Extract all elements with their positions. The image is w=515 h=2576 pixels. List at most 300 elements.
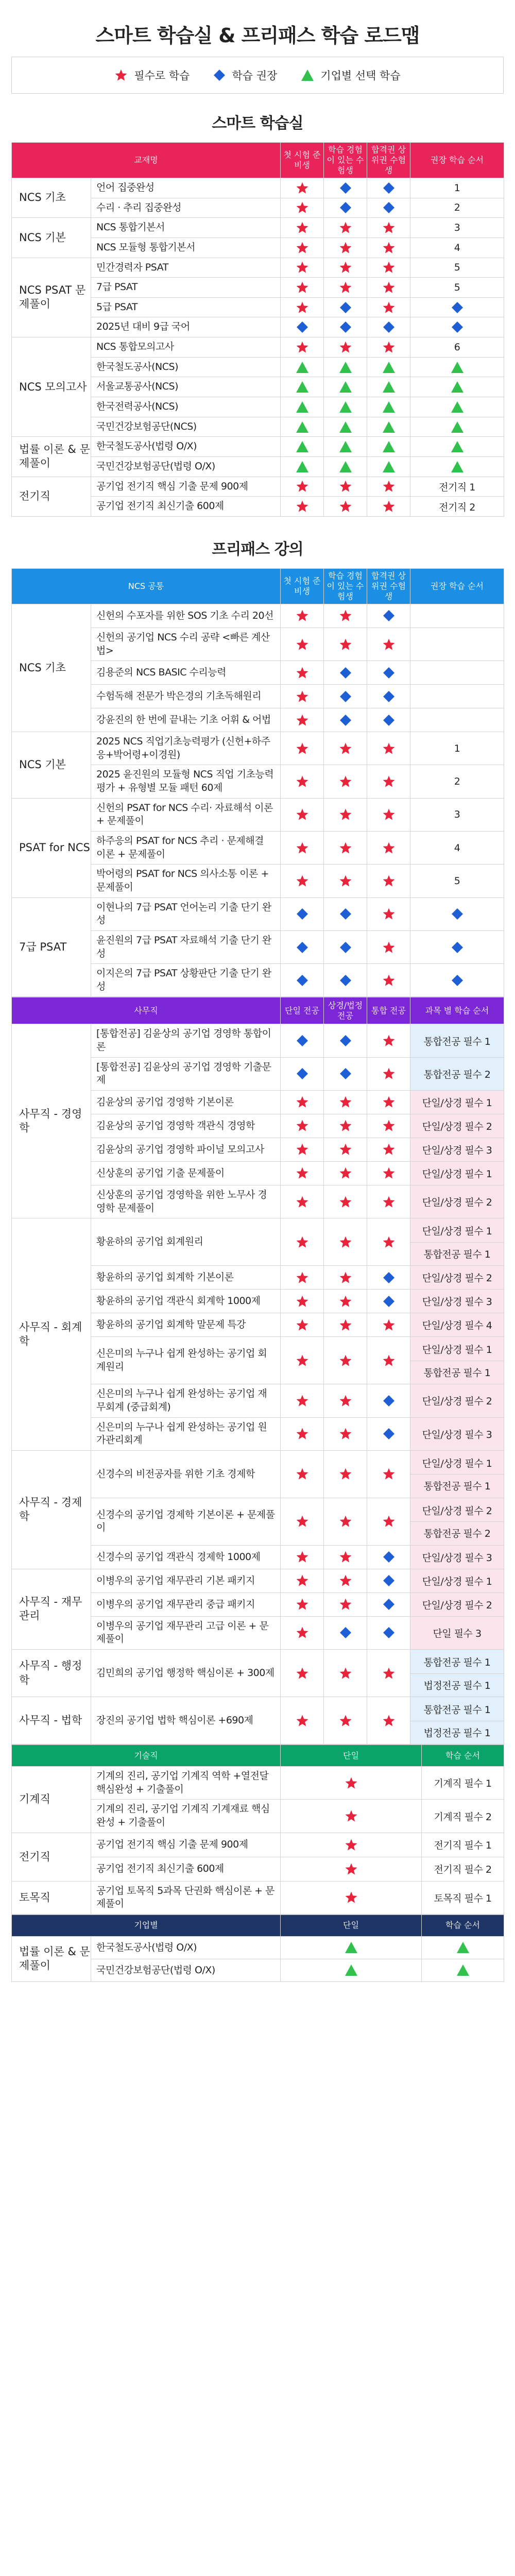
triangle-icon — [451, 440, 464, 453]
level-mark — [281, 1313, 324, 1337]
level-mark — [281, 1650, 324, 1697]
roadmap-table-red — [11, 142, 504, 517]
star-icon — [296, 690, 309, 703]
triangle-icon — [339, 381, 352, 393]
level-mark — [324, 238, 367, 258]
level-mark — [281, 238, 324, 258]
course-title: 기계의 진리, 공기업 기계직 기계재료 핵심완성 + 기출풀이 — [91, 1800, 281, 1833]
star-icon — [382, 500, 396, 513]
study-order — [410, 1650, 504, 1697]
level-mark — [367, 437, 410, 457]
level-mark — [367, 397, 410, 417]
diamond-icon — [451, 941, 464, 954]
study-order-text: 단일 필수 3 — [433, 1628, 482, 1639]
level-mark — [367, 1114, 410, 1138]
star-icon — [345, 1776, 358, 1790]
study-order-line: 통합전공 필수 1 — [410, 1361, 504, 1383]
level-mark — [324, 832, 367, 865]
level-mark — [367, 317, 410, 337]
level-mark — [324, 628, 367, 660]
triangle-icon — [456, 1941, 470, 1954]
row-group-label: NCS 기초 — [12, 604, 91, 732]
level-mark — [324, 1290, 367, 1313]
star-icon — [296, 1714, 309, 1727]
star-icon — [296, 341, 309, 354]
study-order — [410, 832, 504, 865]
level-mark — [281, 765, 324, 798]
row-group-label: 사무직 - 회계학 — [12, 1218, 91, 1451]
diamond-icon — [383, 201, 395, 214]
table-header — [12, 997, 504, 1024]
star-icon — [339, 775, 352, 788]
star-icon — [296, 666, 309, 680]
study-order — [410, 1313, 504, 1337]
level-mark — [367, 1450, 410, 1498]
level-mark — [367, 417, 410, 437]
star-icon — [296, 1626, 309, 1639]
triangle-icon — [382, 401, 396, 413]
course-title: 서울교통공사(NCS) — [91, 377, 281, 397]
course-title: 신은미의 누구나 쉽게 완성하는 공기업 원가관리회계 — [91, 1417, 281, 1450]
column-header: 학습 경험이 있는 수험생 — [324, 568, 367, 604]
star-icon — [345, 1838, 358, 1852]
star-icon — [339, 1467, 352, 1481]
diamond-icon — [296, 908, 308, 920]
level-mark — [367, 477, 410, 497]
study-order-text: 단일/상경 필수 2 — [422, 1599, 492, 1611]
triangle-icon — [382, 381, 396, 393]
level-mark — [324, 1114, 367, 1138]
diamond-icon — [451, 301, 464, 314]
star-icon — [339, 1271, 352, 1284]
study-order — [410, 456, 504, 477]
star-icon — [296, 1235, 309, 1249]
row-group-label: PSAT for NCS — [12, 798, 91, 897]
level-mark — [324, 456, 367, 477]
table-header-row — [12, 568, 504, 604]
star-icon — [382, 1467, 396, 1481]
level-mark — [367, 832, 410, 865]
level-mark — [281, 798, 324, 831]
star-icon — [382, 1143, 396, 1156]
table-row — [12, 1650, 504, 1697]
level-mark — [324, 1650, 367, 1697]
table-row — [12, 477, 504, 497]
study-order — [410, 897, 504, 930]
study-order-text: 기계직 필수 1 — [434, 1778, 492, 1790]
level-mark — [324, 1697, 367, 1744]
star-icon — [382, 808, 396, 821]
level-mark — [281, 397, 324, 417]
study-order — [422, 1857, 504, 1881]
level-mark — [324, 297, 367, 317]
star-icon — [382, 742, 396, 755]
star-icon — [339, 609, 352, 622]
star-icon — [296, 874, 309, 888]
level-mark — [324, 661, 367, 685]
course-title: 하주응의 PSAT for NCS 추리 · 문제해결 이론 + 문제풀이 — [91, 832, 281, 865]
star-icon — [296, 281, 309, 294]
course-title: 김민희의 공기업 행정학 핵심이론 + 300제 — [91, 1650, 281, 1697]
study-order — [410, 238, 504, 258]
study-order — [410, 685, 504, 708]
study-order — [410, 1417, 504, 1450]
study-order — [410, 1185, 504, 1218]
star-icon — [382, 1067, 396, 1080]
star-icon — [339, 281, 352, 294]
triangle-icon — [301, 69, 314, 81]
course-title: 황윤하의 공기업 회계학 말문제 특강 — [91, 1313, 281, 1337]
level-mark — [367, 1057, 410, 1090]
level-mark — [367, 708, 410, 732]
level-mark — [281, 1767, 422, 1800]
star-icon — [382, 1095, 396, 1109]
triangle-icon — [382, 361, 396, 374]
star-icon — [382, 241, 396, 255]
study-order — [410, 357, 504, 377]
star-icon — [339, 1515, 352, 1528]
level-mark — [281, 1881, 422, 1914]
column-header: 권장 학습 순서 — [410, 143, 504, 178]
table-row — [12, 897, 504, 930]
level-mark — [324, 437, 367, 457]
course-title: [통합전공] 김윤상의 공기업 경영학 통합이론 — [91, 1024, 281, 1057]
level-mark — [324, 930, 367, 963]
star-icon — [382, 281, 396, 294]
level-mark — [281, 732, 324, 765]
table-header — [12, 1914, 504, 1936]
level-mark — [324, 1218, 367, 1266]
table-row — [12, 604, 504, 628]
star-icon — [296, 1515, 309, 1528]
course-title: 5급 PSAT — [91, 297, 281, 317]
level-mark — [324, 317, 367, 337]
diamond-icon — [451, 974, 464, 987]
study-order — [410, 708, 504, 732]
level-mark — [324, 1384, 367, 1417]
star-icon — [339, 1394, 352, 1408]
study-order — [410, 317, 504, 337]
diamond-icon — [296, 1067, 308, 1080]
star-icon — [296, 638, 309, 651]
level-mark — [367, 865, 410, 897]
course-title: 기계의 진리, 공기업 기계직 역학 +열전달 핵심완성 + 기출풀이 — [91, 1767, 281, 1800]
row-group-label: 토목직 — [12, 1881, 91, 1914]
level-mark — [367, 337, 410, 358]
level-mark — [367, 685, 410, 708]
study-order — [410, 865, 504, 897]
course-title: 한국철도공사(법령 O/X) — [91, 1936, 281, 1959]
study-order-line: 통합전공 필수 1 — [423, 1657, 491, 1669]
level-mark — [367, 604, 410, 628]
star-icon — [382, 1034, 396, 1047]
study-order-text: 단일/상경 필수 1 — [422, 1097, 492, 1109]
study-order — [410, 477, 504, 497]
star-icon — [339, 1667, 352, 1680]
star-icon — [296, 742, 309, 755]
course-title: 황윤하의 공기업 회계원리 — [91, 1218, 281, 1266]
level-mark — [281, 1138, 324, 1161]
level-mark — [281, 1057, 324, 1090]
level-mark — [281, 1024, 324, 1057]
level-mark — [324, 218, 367, 238]
study-order-text: 5 — [454, 875, 460, 887]
row-group-label: 전기직 — [12, 1833, 91, 1881]
star-icon — [296, 181, 309, 195]
level-mark — [324, 1024, 367, 1057]
diamond-icon — [339, 974, 352, 987]
star-icon — [382, 261, 396, 274]
level-mark — [324, 1090, 367, 1114]
level-mark — [281, 708, 324, 732]
level-mark — [281, 377, 324, 397]
study-order-text: 전기직 2 — [439, 501, 475, 513]
study-order — [410, 1616, 504, 1649]
level-mark — [281, 278, 324, 298]
legend-required — [114, 67, 190, 83]
column-header: 첫 시험 준비생 — [281, 568, 324, 604]
table-row — [12, 732, 504, 765]
study-order — [410, 930, 504, 963]
study-order — [410, 397, 504, 417]
row-group-label: 사무직 - 재무관리 — [12, 1569, 91, 1649]
triangle-icon — [451, 381, 464, 393]
star-icon — [296, 221, 309, 234]
diamond-icon — [213, 69, 226, 81]
course-title: 김윤상의 공기업 경영학 기본이론 — [91, 1090, 281, 1114]
level-mark — [281, 1569, 324, 1592]
table-row — [12, 258, 504, 278]
study-order — [410, 337, 504, 358]
study-order-line: 단일/상경 필수 2 — [422, 1505, 492, 1517]
level-mark — [367, 1417, 410, 1450]
diamond-icon — [383, 1574, 395, 1587]
study-order — [410, 218, 504, 238]
study-order-text: 토목직 필수 1 — [434, 1892, 492, 1904]
study-order — [410, 1266, 504, 1290]
course-title: 신헌의 PSAT for NCS 수리· 자료해석 이론 + 문제풀이 — [91, 798, 281, 831]
level-mark — [281, 1450, 324, 1498]
star-icon — [296, 1467, 309, 1481]
course-title: 김윤상의 공기업 경영학 파이널 모의고사 — [91, 1138, 281, 1161]
table-row — [12, 337, 504, 358]
level-mark — [281, 897, 324, 930]
course-title: 한국철도공사(법령 O/X) — [91, 437, 281, 457]
study-order — [410, 1337, 504, 1384]
level-mark — [281, 178, 324, 198]
diamond-icon — [451, 908, 464, 920]
course-title: 공기업 전기직 최신기출 600제 — [91, 497, 281, 517]
table-row — [12, 1767, 504, 1800]
column-header: 통합 전공 — [367, 997, 410, 1024]
level-mark — [324, 1569, 367, 1592]
level-mark — [281, 1936, 422, 1959]
study-order-text: 전기직 1 — [439, 481, 475, 493]
study-order-line: 통합전공 필수 1 — [410, 1242, 504, 1265]
diamond-icon — [339, 1626, 352, 1639]
level-mark — [367, 218, 410, 238]
level-mark — [324, 1545, 367, 1569]
course-title: 황윤하의 공기업 객관식 회계학 1000제 — [91, 1290, 281, 1313]
table-body — [12, 178, 504, 517]
course-title: 국민건강보험공단(법령 O/X) — [91, 1959, 281, 1981]
star-icon — [296, 1598, 309, 1611]
level-mark — [281, 685, 324, 708]
column-header: 권장 학습 순서 — [410, 568, 504, 604]
study-order — [422, 1800, 504, 1833]
level-mark — [324, 1057, 367, 1090]
diamond-icon — [339, 908, 352, 920]
row-group-label: NCS 기본 — [12, 218, 91, 258]
level-mark — [324, 258, 367, 278]
star-icon — [296, 841, 309, 855]
column-header: 첫 시험 준비생 — [281, 143, 324, 178]
level-mark — [324, 685, 367, 708]
diamond-icon — [383, 1626, 395, 1639]
level-mark — [281, 337, 324, 358]
table-header-row — [12, 997, 504, 1024]
course-title: 신헌의 공기업 NCS 수리 공략 <빠른 계산법> — [91, 628, 281, 660]
star-icon — [296, 1574, 309, 1587]
column-header: 상경/법정 전공 — [324, 997, 367, 1024]
level-mark — [367, 1090, 410, 1114]
level-mark — [367, 964, 410, 997]
level-mark — [281, 477, 324, 497]
diamond-icon — [339, 182, 352, 194]
study-order-text: 단일/상경 필수 2 — [422, 1396, 492, 1408]
course-title: [통합전공] 김윤상의 공기업 경영학 기출문제 — [91, 1057, 281, 1090]
table-row — [12, 218, 504, 238]
triangle-icon — [339, 440, 352, 453]
star-icon — [382, 1119, 396, 1132]
level-mark — [367, 1218, 410, 1266]
study-order — [410, 1218, 504, 1266]
diamond-icon — [383, 714, 395, 726]
column-header: 기술직 — [12, 1745, 281, 1767]
study-order-text: 단일/상경 필수 2 — [422, 1273, 492, 1284]
row-group-label: 사무직 - 경제학 — [12, 1450, 91, 1569]
table-header-row — [12, 143, 504, 178]
diamond-icon — [383, 321, 395, 333]
triangle-icon — [296, 421, 309, 433]
course-title: 공기업 전기직 핵심 기출 문제 900제 — [91, 477, 281, 497]
level-mark — [281, 1800, 422, 1833]
level-mark — [281, 1616, 324, 1649]
triangle-icon — [382, 461, 396, 473]
triangle-icon — [451, 461, 464, 473]
study-order — [422, 1833, 504, 1857]
row-group-label: NCS 기초 — [12, 178, 91, 218]
column-header: 학습 순서 — [422, 1745, 504, 1767]
level-mark — [324, 964, 367, 997]
course-title: 박어령의 PSAT for NCS 의사소통 이론 + 문제풀이 — [91, 865, 281, 897]
level-mark — [281, 661, 324, 685]
diamond-icon — [383, 609, 395, 622]
row-group-label: 사무직 - 법학 — [12, 1697, 91, 1744]
column-header: 합격권 상위권 수험생 — [367, 143, 410, 178]
row-group-label: 법률 이론 & 문제풀이 — [12, 437, 91, 477]
star-icon — [296, 1295, 309, 1308]
star-icon — [339, 808, 352, 821]
table-header — [12, 143, 504, 178]
star-icon — [339, 261, 352, 274]
row-group-label: 사무직 - 행정학 — [12, 1650, 91, 1697]
course-title: 언어 집중완성 — [91, 178, 281, 198]
star-icon — [339, 742, 352, 755]
star-icon — [382, 841, 396, 855]
study-order — [422, 1959, 504, 1981]
diamond-icon — [339, 321, 352, 333]
star-icon — [296, 1119, 309, 1132]
level-mark — [324, 178, 367, 198]
diamond-icon — [339, 1035, 352, 1047]
level-mark — [281, 1185, 324, 1218]
study-order-text: 4 — [454, 242, 460, 253]
level-mark — [367, 297, 410, 317]
column-header: 사무직 — [12, 997, 281, 1024]
level-mark — [281, 297, 324, 317]
table-body — [12, 1024, 504, 1744]
triangle-icon — [451, 401, 464, 413]
study-order — [410, 377, 504, 397]
course-title: 이지은의 7급 PSAT 상황판단 기출 단기 완성 — [91, 964, 281, 997]
star-icon — [339, 1550, 352, 1564]
course-title: 김윤상의 공기업 경영학 객관식 경영학 — [91, 1114, 281, 1138]
study-order-text: 2 — [454, 776, 460, 788]
level-mark — [324, 1185, 367, 1218]
diamond-icon — [383, 690, 395, 703]
star-icon — [296, 1427, 309, 1440]
study-order — [410, 1592, 504, 1616]
level-mark — [367, 798, 410, 831]
level-mark — [281, 357, 324, 377]
course-title: 2025 NCS 직업기초능력평가 (신헌+하주응+박어령+이경원) — [91, 732, 281, 765]
level-mark — [324, 798, 367, 831]
course-title: 장진의 공기업 법학 핵심이론 +690제 — [91, 1697, 281, 1744]
star-icon — [382, 301, 396, 314]
level-mark — [281, 1833, 422, 1857]
study-order — [410, 1545, 504, 1569]
study-order — [422, 1936, 504, 1959]
study-order-text: 단일/상경 필수 3 — [422, 1429, 492, 1440]
triangle-icon — [339, 361, 352, 374]
star-icon — [296, 1318, 309, 1332]
diamond-icon — [451, 321, 464, 333]
level-mark — [324, 1313, 367, 1337]
level-mark — [281, 1114, 324, 1138]
diamond-icon — [383, 1428, 395, 1440]
study-order-line: 단일/상경 필수 1 — [422, 1458, 492, 1469]
course-title: 공기업 전기직 핵심 기출 문제 900제 — [91, 1833, 281, 1857]
star-icon — [382, 1714, 396, 1727]
diamond-icon — [383, 1272, 395, 1284]
level-mark — [367, 1185, 410, 1218]
diamond-icon — [383, 667, 395, 679]
course-title: 신상훈의 공기업 기출 문제풀이 — [91, 1161, 281, 1185]
column-header: 학습 순서 — [422, 1914, 504, 1936]
course-title: 김용준의 NCS BASIC 수리능력 — [91, 661, 281, 685]
course-title: 강윤진의 한 번에 끝내는 기초 어휘 & 어법 — [91, 708, 281, 732]
course-title: NCS 통합모의고사 — [91, 337, 281, 358]
study-order-text: 단일/상경 필수 1 — [422, 1575, 492, 1587]
study-order — [422, 1767, 504, 1800]
level-mark — [367, 1545, 410, 1569]
section-title: 스마트 학습실 — [212, 114, 303, 132]
level-mark — [281, 1697, 324, 1744]
star-icon — [339, 480, 352, 493]
diamond-icon — [296, 974, 308, 987]
study-order-line: 법정전공 필수 1 — [410, 1721, 504, 1743]
